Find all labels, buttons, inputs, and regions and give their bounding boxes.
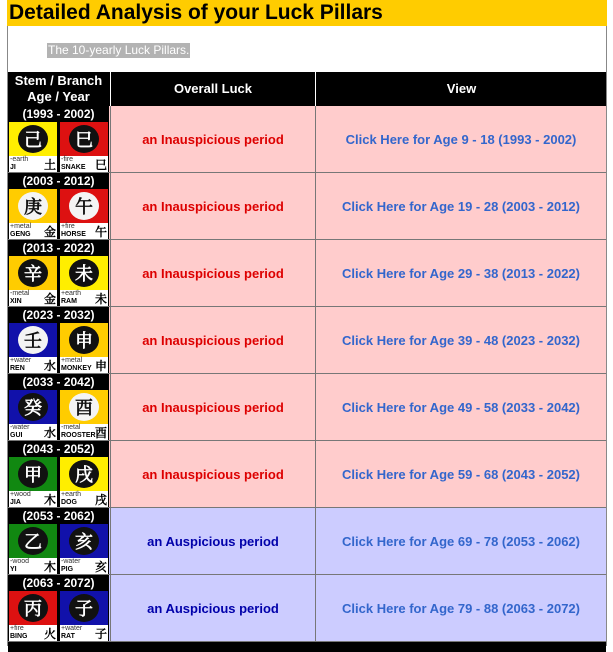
branch-caption xyxy=(60,290,108,306)
stem-caption xyxy=(9,357,57,373)
branch-tile xyxy=(60,189,108,239)
overall-luck-cell: an Inauspicious period xyxy=(110,240,315,306)
section-subtitle: The 10-yearly Luck Pillars. xyxy=(48,43,190,57)
branch-tile xyxy=(60,256,108,306)
branch-name: RAM xyxy=(61,298,77,305)
header-view: View xyxy=(315,72,607,106)
pillar-cell xyxy=(8,441,109,507)
header-age-year-label: Age / Year xyxy=(27,89,90,104)
stem-tile xyxy=(9,256,57,306)
stem-caption xyxy=(9,625,57,641)
dog-icon: 戌 xyxy=(69,460,99,488)
stem-glyph-icon: 壬 xyxy=(18,326,48,354)
branch-caption xyxy=(60,223,108,239)
branch-tile xyxy=(60,323,108,373)
branch-character: 戌 xyxy=(94,493,107,507)
stem-caption xyxy=(9,424,57,440)
branch-caption xyxy=(60,558,108,574)
pillar-years: (2063 - 2072) xyxy=(22,576,95,590)
stem-glyph-icon: 辛 xyxy=(18,259,48,287)
branch-character: 午 xyxy=(94,225,107,239)
stem-tile xyxy=(9,189,57,239)
branch-character: 申 xyxy=(94,359,107,373)
page-banner xyxy=(7,0,607,26)
page-title: Detailed Analysis of your Luck Pillars xyxy=(9,1,383,24)
branch-character: 酉 xyxy=(94,426,107,440)
stem-caption xyxy=(9,156,57,172)
branch-tile xyxy=(60,524,108,574)
table-row xyxy=(8,374,606,441)
header-stem-branch xyxy=(8,72,109,106)
stem-name: BING xyxy=(10,633,28,640)
pillar-cell xyxy=(8,307,109,373)
table-row xyxy=(8,173,606,240)
stem-glyph-icon: 丙 xyxy=(18,594,48,622)
view-age-link[interactable]: Click Here for Age 39 - 48 (2023 - 2032) xyxy=(315,307,606,373)
stem-character: 水 xyxy=(43,359,56,373)
stem-glyph-icon: 乙 xyxy=(18,527,48,555)
table-row xyxy=(8,441,606,508)
branch-name: DOG xyxy=(61,499,77,506)
branch-name: HORSE xyxy=(61,231,86,238)
branch-tile xyxy=(60,591,108,641)
stem-character: 金 xyxy=(43,292,56,306)
stem-name: GUI xyxy=(10,432,23,439)
view-age-link[interactable]: Click Here for Age 19 - 28 (2003 - 2012) xyxy=(315,173,606,239)
stem-element: +water xyxy=(10,357,32,364)
table-row xyxy=(8,240,606,307)
pillar-years: (1993 - 2002) xyxy=(22,107,95,121)
stem-name: JIA xyxy=(10,499,21,506)
table-body xyxy=(8,106,606,642)
branch-element: +earth xyxy=(61,491,82,498)
stem-tile xyxy=(9,591,57,641)
branch-caption xyxy=(60,357,108,373)
branch-caption xyxy=(60,156,108,172)
pillar-years: (2013 - 2022) xyxy=(22,241,95,255)
pillar-cell xyxy=(8,508,109,574)
branch-tile xyxy=(60,122,108,172)
stem-character: 金 xyxy=(43,225,56,239)
branch-element: +water xyxy=(61,625,83,632)
table-row xyxy=(8,575,606,642)
pillar-years: (2033 - 2042) xyxy=(22,375,95,389)
branch-element: -fire xyxy=(61,156,74,163)
table-row xyxy=(8,508,606,575)
stem-name: JI xyxy=(10,164,16,171)
overall-luck-cell: an Inauspicious period xyxy=(110,441,315,507)
branch-element: -metal xyxy=(61,424,81,431)
branch-tile xyxy=(60,457,108,507)
pillar-years: (2003 - 2012) xyxy=(22,174,95,188)
header-stem-branch-label: Stem / Branch xyxy=(14,73,103,88)
overall-luck-cell: an Auspicious period xyxy=(110,575,315,641)
stem-caption xyxy=(9,491,57,507)
pillar-cell xyxy=(8,575,109,641)
branch-tile xyxy=(60,390,108,440)
branch-character: 亥 xyxy=(94,560,107,574)
view-age-link[interactable]: Click Here for Age 9 - 18 (1993 - 2002) xyxy=(315,106,606,172)
branch-character: 巳 xyxy=(94,158,107,172)
overall-luck-cell: an Inauspicious period xyxy=(110,307,315,373)
stem-name: REN xyxy=(10,365,25,372)
luck-pillars-table xyxy=(8,72,606,652)
branch-character: 子 xyxy=(94,627,107,641)
stem-tile xyxy=(9,323,57,373)
branch-name: SNAKE xyxy=(61,164,86,171)
view-age-link[interactable]: Click Here for Age 79 - 88 (2063 - 2072) xyxy=(315,575,606,641)
branch-name: PIG xyxy=(61,566,74,573)
branch-character: 未 xyxy=(94,292,107,306)
overall-luck-cell: an Inauspicious period xyxy=(110,173,315,239)
pillar-years: (2023 - 2032) xyxy=(22,308,95,322)
overall-luck-cell: an Inauspicious period xyxy=(110,106,315,172)
overall-luck-cell: an Inauspicious period xyxy=(110,374,315,440)
stem-name: YI xyxy=(10,566,17,573)
horse-icon: 午 xyxy=(69,192,99,220)
pillar-years: (2043 - 2052) xyxy=(22,442,95,456)
stem-character: 水 xyxy=(43,426,56,440)
stem-glyph-icon: 癸 xyxy=(18,393,48,421)
view-age-link[interactable]: Click Here for Age 49 - 58 (2033 - 2042) xyxy=(315,374,606,440)
ram-icon: 未 xyxy=(69,259,99,287)
table-header xyxy=(8,72,606,106)
table-row xyxy=(8,307,606,374)
overall-luck-cell: an Auspicious period xyxy=(110,508,315,574)
branch-caption xyxy=(60,625,108,641)
branch-name: ROOSTER xyxy=(61,432,96,439)
stem-glyph-icon: 庚 xyxy=(18,192,48,220)
branch-element: +fire xyxy=(61,223,75,230)
branch-element: -water xyxy=(61,558,81,565)
branch-element: +metal xyxy=(61,357,83,364)
stem-caption xyxy=(9,223,57,239)
stem-element: -wood xyxy=(10,558,30,565)
stem-element: -water xyxy=(10,424,30,431)
rooster-icon: 酉 xyxy=(69,393,99,421)
stem-tile xyxy=(9,390,57,440)
pillar-cell xyxy=(8,173,109,239)
pillar-cell xyxy=(8,106,109,172)
view-age-link[interactable]: Click Here for Age 29 - 38 (2013 - 2022) xyxy=(315,240,606,306)
stem-element: +wood xyxy=(10,491,31,498)
stem-tile xyxy=(9,524,57,574)
view-age-link[interactable]: Click Here for Age 69 - 78 (2053 - 2062) xyxy=(315,508,606,574)
header-overall-luck: Overall Luck xyxy=(110,72,315,106)
stem-character: 土 xyxy=(43,158,56,172)
stem-element: -earth xyxy=(10,156,29,163)
stem-caption xyxy=(9,558,57,574)
table-row xyxy=(8,106,606,173)
branch-element: +earth xyxy=(61,290,82,297)
stem-element: +fire xyxy=(10,625,24,632)
stem-glyph-icon: 己 xyxy=(18,125,48,153)
stem-glyph-icon: 甲 xyxy=(18,460,48,488)
stem-name: GENG xyxy=(10,231,31,238)
branch-caption xyxy=(60,491,108,507)
stem-element: -metal xyxy=(10,290,30,297)
monkey-icon: 申 xyxy=(69,326,99,354)
stem-element: +metal xyxy=(10,223,32,230)
stem-character: 木 xyxy=(43,493,56,507)
branch-name: RAT xyxy=(61,633,75,640)
branch-name: MONKEY xyxy=(61,365,92,372)
stem-character: 火 xyxy=(43,627,56,641)
stem-caption xyxy=(9,290,57,306)
stem-character: 木 xyxy=(43,560,56,574)
stem-tile xyxy=(9,457,57,507)
pillar-years: (2053 - 2062) xyxy=(22,509,95,523)
branch-caption xyxy=(60,424,108,440)
snake-icon: 巳 xyxy=(69,125,99,153)
rat-icon: 子 xyxy=(69,594,99,622)
stem-name: XIN xyxy=(10,298,22,305)
view-age-link[interactable]: Click Here for Age 59 - 68 (2043 - 2052) xyxy=(315,441,606,507)
stem-tile xyxy=(9,122,57,172)
pillar-cell xyxy=(8,240,109,306)
pillar-cell xyxy=(8,374,109,440)
pig-icon: 亥 xyxy=(69,527,99,555)
table-row-partial xyxy=(8,642,606,652)
